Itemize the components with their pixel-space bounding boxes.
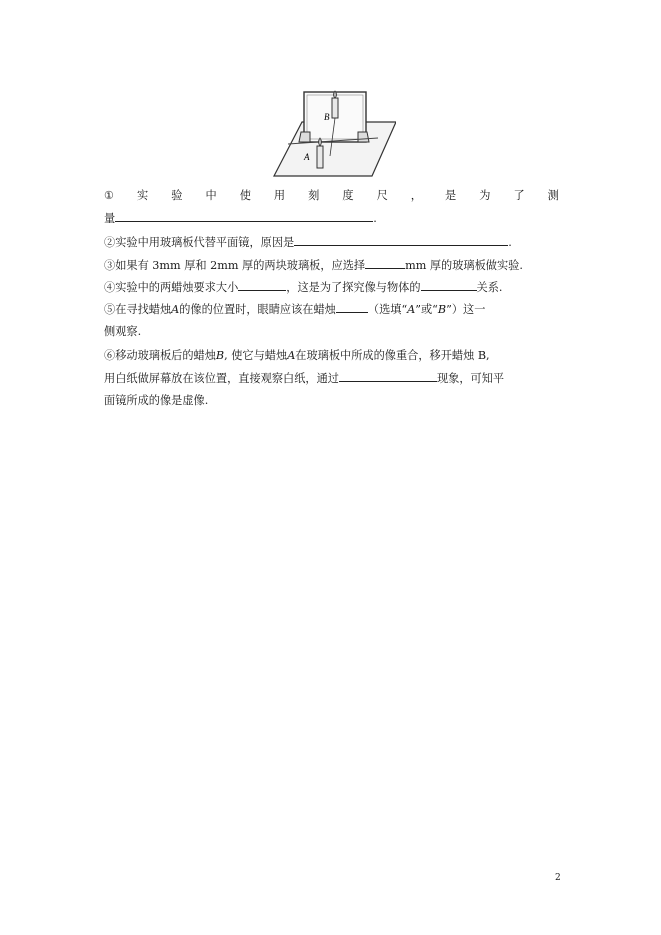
q6-line2-text: 用白纸做屏幕放在该位置，直接观察白纸，通过 xyxy=(104,372,339,385)
q1-char: 实 xyxy=(137,189,149,202)
q5-option-a: A xyxy=(407,303,416,316)
plane-mirror-setup-diagram xyxy=(268,84,396,180)
question-1-line2 xyxy=(104,207,559,230)
q2-suffix: . xyxy=(508,236,512,249)
q6-var-a: A xyxy=(287,349,296,362)
candle-a xyxy=(317,146,323,168)
q6-line2-suffix: 现象，可知平 xyxy=(436,372,505,385)
q3-text: ③如果有 3mm 厚和 2mm 厚的两块玻璃板，应选择 xyxy=(104,259,366,272)
q5-option-b: B xyxy=(437,303,447,316)
q6-line1-suffix: 在玻璃板中所成的像重合，移开蜡烛 B, xyxy=(295,349,490,362)
question-5 xyxy=(104,298,559,343)
q3-suffix: mm 厚的玻璃板做实验. xyxy=(405,259,523,272)
q1-char: 测 xyxy=(547,189,559,202)
q5-middle: 的像的位置时，眼睛应该在蜡烛 xyxy=(179,303,336,316)
q1-char: 验 xyxy=(171,189,183,202)
page-number: 2 xyxy=(555,873,561,883)
candle-b xyxy=(332,98,338,118)
q5-sep: ”或“ xyxy=(415,303,438,316)
q4-text: ④实验中的两蜡烛要求大小 xyxy=(104,281,239,294)
q1-char: 是 xyxy=(445,189,457,202)
q1-line2-suffix: . xyxy=(373,212,377,225)
q6-text: ⑥移动玻璃板后的蜡烛 xyxy=(104,349,216,362)
q5-end: ”）这一 xyxy=(446,303,486,316)
q1-char: 度 xyxy=(342,189,354,202)
label-a: A xyxy=(304,152,310,162)
q2-text: ②实验中用玻璃板代替平面镜，原因是 xyxy=(104,236,295,249)
question-1-line1 xyxy=(104,185,559,207)
question-2 xyxy=(104,231,559,254)
q1-char: ， xyxy=(410,189,422,202)
answer-blank-4a[interactable] xyxy=(238,276,286,291)
experiment-figure xyxy=(268,84,396,180)
flame-a xyxy=(319,138,322,146)
q4-middle: ，这是为了探究像与物体的 xyxy=(286,281,421,294)
q1-line2-prefix: 量 xyxy=(104,212,116,225)
question-3 xyxy=(104,254,559,277)
answer-blank-4b[interactable] xyxy=(421,276,477,291)
left-support xyxy=(299,132,310,142)
question-6 xyxy=(104,345,559,412)
answer-blank-5[interactable] xyxy=(336,298,368,313)
q1-char: ① xyxy=(104,189,115,202)
q5-var-a: A xyxy=(171,303,180,316)
q1-char: 刻 xyxy=(308,189,320,202)
flame-b xyxy=(334,91,337,98)
question-1 xyxy=(104,185,559,230)
q1-char: 用 xyxy=(273,189,286,202)
q6-var-b: B xyxy=(215,349,225,362)
q1-char: 为 xyxy=(479,189,491,202)
q5-text: ⑤在寻找蜡烛 xyxy=(104,303,172,316)
right-support xyxy=(358,132,369,142)
q1-char: 尺 xyxy=(376,189,388,202)
q5-line2: 侧观察. xyxy=(104,325,142,338)
label-b: B xyxy=(324,112,330,122)
answer-blank-2[interactable] xyxy=(294,231,508,246)
q6-line3: 面镜所成的像是虚像. xyxy=(104,394,209,407)
q5-suffix: （选填“ xyxy=(367,303,408,316)
q1-char: 中 xyxy=(205,189,217,202)
q6-mid: , 使它与蜡烛 xyxy=(224,349,288,362)
answer-blank-6[interactable] xyxy=(339,367,437,382)
q1-char: 了 xyxy=(513,189,525,202)
answer-blank-1[interactable] xyxy=(115,207,373,222)
question-4 xyxy=(104,276,559,299)
q1-char: 使 xyxy=(239,189,251,202)
answer-blank-3[interactable] xyxy=(365,254,405,269)
q4-suffix: 关系. xyxy=(476,281,503,294)
